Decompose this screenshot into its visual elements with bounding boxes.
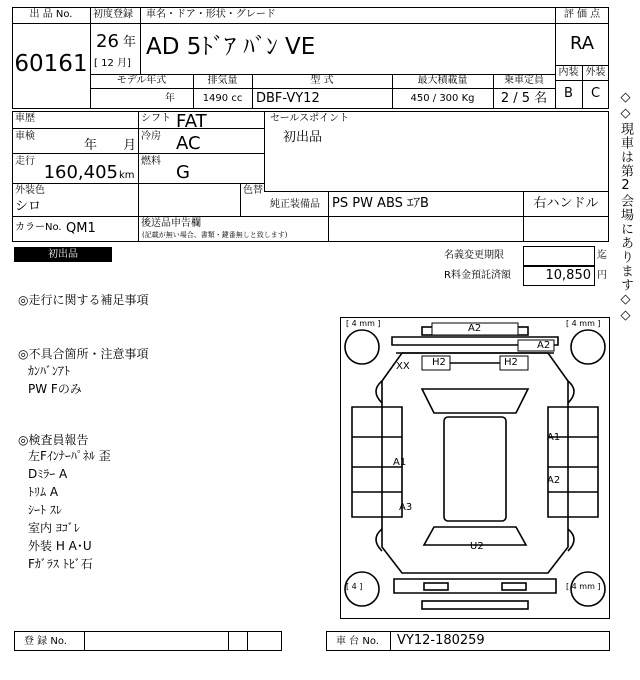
side-notice: ◇◇現車は第2会場にあります◇◇ [618,90,633,324]
corner-label-br: [ 4 mm ] [566,582,601,591]
divider [228,631,229,651]
displacement-label: 排気量 [207,75,238,86]
ac: AC [176,133,201,154]
defect-item: ｶﾝﾊﾞﾝｱﾄ [28,364,71,378]
reg-month: [ 12 月] [94,58,131,69]
divider [328,191,329,242]
reg-year: 26 [96,31,119,52]
model-name: AD 5ﾄﾞｱ ﾊﾞﾝ VE [146,34,316,60]
damage-label: A1 [393,457,407,468]
damage-label: A2 [468,323,482,334]
defects-title: ◎不具合箇所・注意事項 [18,347,149,361]
mileage-unit: km [119,170,135,181]
divider [138,111,139,242]
aftermarket-note: (記載が無い場合、書類・鍵番無しと致します) [142,231,288,239]
steering: 右ハンドル [533,196,599,211]
exterior-grade: C [590,86,601,101]
sales-point: 初出品 [283,130,323,145]
fuel: G [176,162,190,183]
inspector-item: Dﾐﾗｰ A [28,467,68,481]
inspection-value: 年 月 [84,138,137,153]
divider [555,23,609,24]
displacement: 1490 cc [202,93,243,104]
first-reg-label: 初度登録 [93,9,133,20]
divider [12,153,264,154]
inspector-item: Fｶﾞﾗｽ ﾄﾋﾞ石 [28,557,93,571]
mileage: 160,405 [43,162,118,183]
corner-label-tl: [ 4 mm ] [346,319,381,328]
first-listing-badge: 初出品 [14,247,112,262]
damage-label: A2 [547,475,561,486]
sales-label: セールスポイント [270,113,350,124]
ac-label: 冷房 [141,131,161,142]
car-diagram [340,317,610,619]
overall-grade: RA [569,33,595,54]
reg-no-label: 登 録 No. [24,636,67,647]
corner-label-bl: [ 4 ] [346,582,363,591]
divider [90,88,555,89]
aftermarket-label: 後送品申告欄 [141,218,201,229]
equipment-label: 純正装備品 [270,199,320,210]
divider [84,631,85,651]
color: シロ [15,199,42,214]
type: DBF-VY12 [256,91,320,106]
recycle-value: 10,850 [545,268,591,283]
recycle-label: R料金預託済額 [444,270,511,281]
name-change-label: 名義変更期限 [444,250,504,261]
history-label: 車歴 [15,113,35,124]
load-label: 最大積載量 [417,75,468,86]
wheel-fr [571,330,605,364]
color-no: QM1 [66,221,96,236]
model-year-label: モデル年式 [116,75,167,86]
color-label: 外装色 [15,185,45,196]
load: 450 / 300 Kg [410,93,475,104]
capacity-label: 乗車定員 [504,75,544,86]
supplement-title: ◎走行に関する補足事項 [18,293,149,307]
inspector-title: ◎検査員報告 [18,433,89,447]
equipment: PS PW ABS ｴｱB [332,196,429,211]
damage-label: A2 [537,340,551,351]
chassis-label: 車 台 No. [336,636,379,647]
recycle-unit: 円 [597,270,607,281]
corner-label-tr: [ 4 mm ] [566,319,601,328]
color-no-label: カラーNo. [15,222,62,233]
divider [390,631,391,651]
divider [247,631,248,651]
shift: FAT [176,111,207,132]
divider [264,111,265,191]
color-change-label: 色替 [243,185,263,196]
divider [264,191,609,192]
damage-label: H2 [504,357,518,368]
chassis-no: VY12-180259 [397,633,485,648]
reg-year-unit: 年 [123,35,137,50]
damage-label: A1 [547,432,561,443]
divider [12,23,90,24]
divider [240,183,241,216]
inspector-item: 室内 ﾖｺﾞﾚ [28,521,80,535]
exterior-grade-label: 外装 [585,67,606,78]
divider [12,216,609,217]
defect-item: PW Fのみ [28,382,82,396]
type-label: 型 式 [310,75,334,86]
grade-label: 評 価 点 [563,9,601,20]
damage-label: H2 [432,357,446,368]
lot-no: 60161 [14,51,88,77]
damage-label: U2 [470,541,484,552]
interior-grade: B [564,86,573,101]
capacity: 2 / 5 名 [500,91,548,106]
divider [523,216,524,242]
inspector-item: 左Fｲﾝﾅｰﾊﾟﾈﾙ 歪 [28,449,111,463]
divider [140,7,141,74]
interior-grade-label: 内装 [558,67,579,78]
name-change-box [523,246,595,266]
damage-label: XX [396,361,410,372]
shift-label: シフト [141,113,171,124]
name-change-unit: 迄 [597,250,607,261]
divider [90,23,555,24]
lot-no-label: 出 品 No. [29,9,73,20]
inspector-item: ﾄﾘﾑ A [28,485,59,499]
model-label: 車名・ドア・形状・グレード [146,9,276,20]
divider [12,128,264,129]
inspector-item: ｼｰﾄ ｽﾚ [28,503,62,517]
inspection-label: 車検 [15,131,35,142]
fuel-label: 燃料 [141,156,161,167]
damage-label: A3 [399,502,413,513]
inspector-item: 外装 H A･U [28,539,92,553]
wheel-fl [345,330,379,364]
mileage-label: 走行 [15,156,35,167]
model-year-unit: 年 [165,93,175,104]
